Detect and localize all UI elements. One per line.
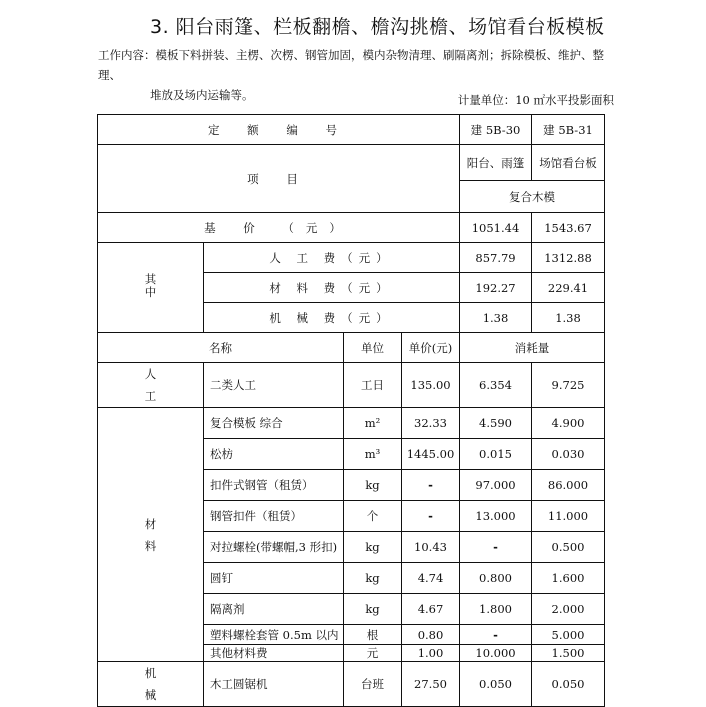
labor-category-text: 人工 xyxy=(144,367,157,403)
base-price-row xyxy=(98,213,605,243)
labor-row xyxy=(98,363,605,408)
materials-unit: m² xyxy=(344,408,402,439)
materials-unit: kg xyxy=(344,470,402,501)
fee-value-1: 192.27 xyxy=(460,273,532,303)
materials-consumption-1: 4.590 xyxy=(460,408,532,439)
base-price-1: 1051.44 xyxy=(460,213,532,243)
materials-consumption-2: 1.500 xyxy=(532,645,605,662)
labor-name: 二类人工 xyxy=(204,363,344,408)
fee-label: 机 械 费（元） xyxy=(204,303,460,333)
machinery-row xyxy=(98,662,605,707)
machinery-name: 木工圆锯机 xyxy=(204,662,344,707)
materials-price: 0.80 xyxy=(402,625,460,645)
materials-consumption-2: 0.500 xyxy=(532,532,605,563)
labor-unit: 工日 xyxy=(344,363,402,408)
fee-value-2: 1.38 xyxy=(532,303,605,333)
materials-name: 其他材料费 xyxy=(204,645,344,662)
col-unit: 单位 xyxy=(344,333,402,363)
col-name: 名称 xyxy=(98,333,344,363)
materials-category xyxy=(98,408,204,662)
fee-value-1: 857.79 xyxy=(460,243,532,273)
labor-consumption-1: 6.354 xyxy=(460,363,532,408)
item-name-2: 场馆看台板 xyxy=(532,145,605,181)
materials-unit: 根 xyxy=(344,625,402,645)
materials-price: - xyxy=(402,470,460,501)
materials-consumption-1: 10.000 xyxy=(460,645,532,662)
materials-row xyxy=(98,408,605,439)
materials-name: 对拉螺栓(带螺帽,3 形扣) xyxy=(204,532,344,563)
fee-row xyxy=(98,243,605,273)
work-content-line2: 堆放及场内运输等。 xyxy=(150,88,254,102)
fee-label: 材 料 费（元） xyxy=(204,273,460,303)
materials-price: 4.74 xyxy=(402,563,460,594)
materials-consumption-1: 1.800 xyxy=(460,594,532,625)
materials-unit: kg xyxy=(344,563,402,594)
materials-consumption-2: 4.900 xyxy=(532,408,605,439)
materials-name: 扣件式钢管（租赁） xyxy=(204,470,344,501)
labor-consumption-2: 9.725 xyxy=(532,363,605,408)
subtitle: 复合木模 xyxy=(460,181,605,213)
base-price-label: 基 价 （元） xyxy=(98,213,460,243)
quota-code-row xyxy=(98,115,605,145)
column-header-row xyxy=(98,333,605,363)
materials-unit: m³ xyxy=(344,439,402,470)
machinery-consumption-2: 0.050 xyxy=(532,662,605,707)
machinery-consumption-1: 0.050 xyxy=(460,662,532,707)
materials-unit: 个 xyxy=(344,501,402,532)
materials-consumption-2: 2.000 xyxy=(532,594,605,625)
quota-no-label: 定 额 编 号 xyxy=(98,115,460,145)
fee-value-1: 1.38 xyxy=(460,303,532,333)
materials-price: - xyxy=(402,501,460,532)
item-name-1: 阳台、雨篷 xyxy=(460,145,532,181)
machinery-category-text: 机械 xyxy=(144,666,157,702)
materials-unit: 元 xyxy=(344,645,402,662)
materials-consumption-2: 11.000 xyxy=(532,501,605,532)
qizhong-label xyxy=(98,243,204,333)
materials-price: 1445.00 xyxy=(402,439,460,470)
materials-consumption-1: 97.000 xyxy=(460,470,532,501)
col-price: 单价(元) xyxy=(402,333,460,363)
quota-code-1: 建 5B-30 xyxy=(460,115,532,145)
unit-note: 计量单位：10 ㎡水平投影面积 xyxy=(457,93,614,107)
materials-unit: kg xyxy=(344,532,402,563)
labor-price: 135.00 xyxy=(402,363,460,408)
materials-consumption-1: - xyxy=(460,625,532,645)
base-price-2: 1543.67 xyxy=(532,213,605,243)
materials-consumption-2: 0.030 xyxy=(532,439,605,470)
col-consumption: 消耗量 xyxy=(460,333,605,363)
materials-name: 塑料螺栓套管 0.5m 以内 xyxy=(204,625,344,645)
work-content-line1: 工作内容：模板下料拼装、主楞、次楞、钢管加固，模内杂物清理、刷隔离剂；拆除模板、维护、整理、 xyxy=(98,48,604,82)
fee-value-2: 229.41 xyxy=(532,273,605,303)
item-label: 项 目 xyxy=(98,145,460,213)
materials-consumption-2: 1.600 xyxy=(532,563,605,594)
machinery-price: 27.50 xyxy=(402,662,460,707)
materials-consumption-1: - xyxy=(460,532,532,563)
materials-consumption-1: 13.000 xyxy=(460,501,532,532)
materials-consumption-2: 5.000 xyxy=(532,625,605,645)
materials-price: 4.67 xyxy=(402,594,460,625)
fee-value-2: 1312.88 xyxy=(532,243,605,273)
materials-price: 1.00 xyxy=(402,645,460,662)
labor-category xyxy=(98,363,204,408)
materials-name: 松枋 xyxy=(204,439,344,470)
materials-consumption-1: 0.800 xyxy=(460,563,532,594)
materials-consumption-2: 86.000 xyxy=(532,470,605,501)
materials-consumption-1: 0.015 xyxy=(460,439,532,470)
materials-unit: kg xyxy=(344,594,402,625)
quota-code-2: 建 5B-31 xyxy=(532,115,605,145)
page-title: 3. 阳台雨篷、栏板翻檐、檐沟挑檐、场馆看台板模板 xyxy=(150,16,605,38)
qizhong-text: 其中 xyxy=(144,272,157,299)
item-row xyxy=(98,145,605,181)
machinery-unit: 台班 xyxy=(344,662,402,707)
materials-name: 复合模板 综合 xyxy=(204,408,344,439)
materials-price: 32.33 xyxy=(402,408,460,439)
materials-price: 10.43 xyxy=(402,532,460,563)
quota-table xyxy=(97,114,605,707)
materials-name: 圆钉 xyxy=(204,563,344,594)
fee-label: 人 工 费（元） xyxy=(204,243,460,273)
materials-name: 钢管扣件（租赁） xyxy=(204,501,344,532)
materials-category-text: 材料 xyxy=(144,516,157,553)
materials-name: 隔离剂 xyxy=(204,594,344,625)
machinery-category xyxy=(98,662,204,707)
